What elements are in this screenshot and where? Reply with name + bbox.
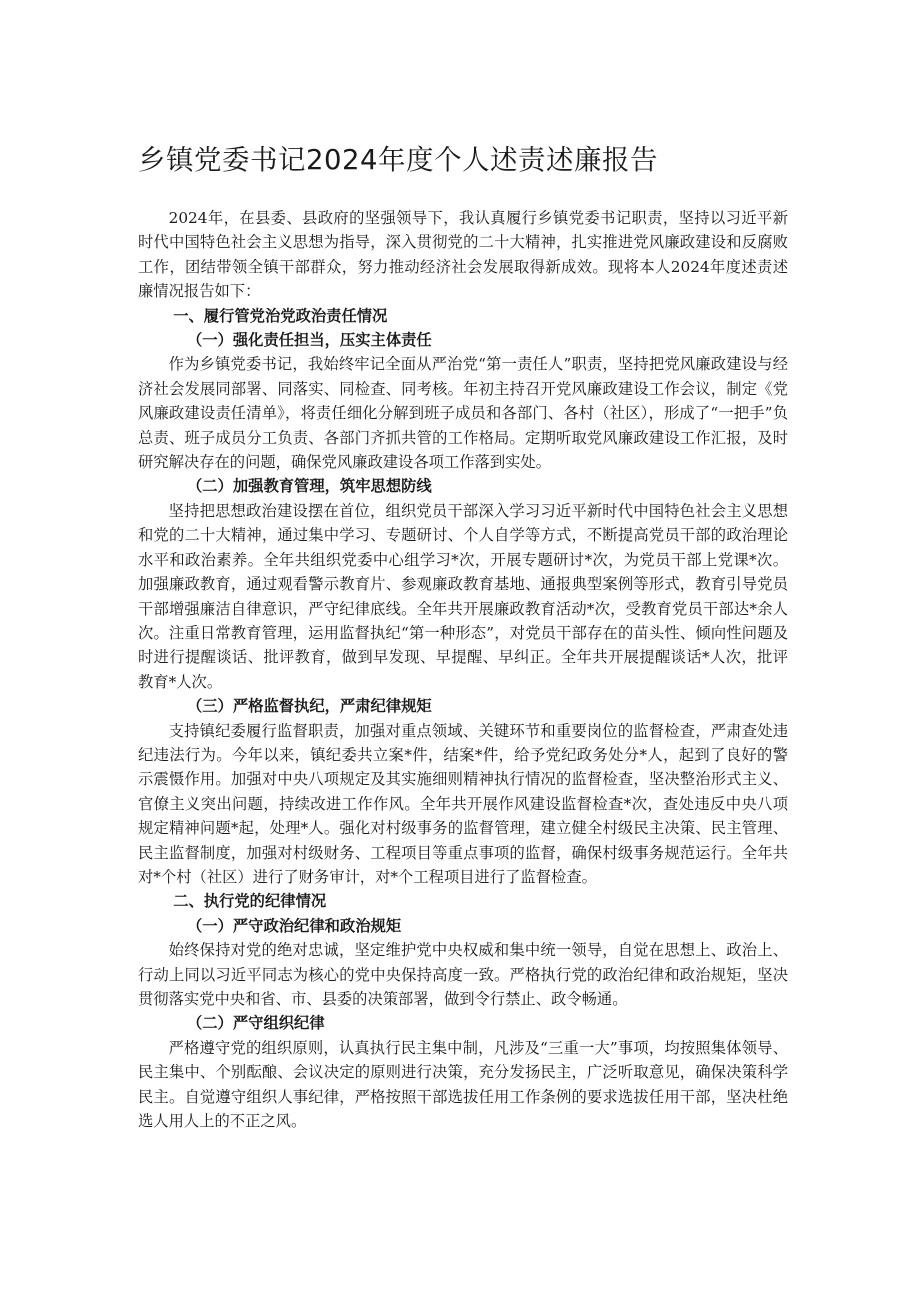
section-heading: 二、执行党的纪律情况	[173, 892, 327, 911]
document-title: 乡镇党委书记2024年度个人述责述廉报告	[138, 144, 658, 176]
subsection-heading: （一）强化责任担当，压实主体责任	[186, 331, 432, 350]
subsection-heading: （二）加强教育管理，筑牢思想防线	[186, 477, 432, 496]
document-page	[138, 140, 788, 1133]
subsection-heading: （三）严格监督执纪，严肃纪律规矩	[186, 697, 432, 716]
body-paragraph: 支持镇纪委履行监督职责，加强对重点领域、关键环节和重要岗位的监督检查，严肃查处违纪违法行为。今年以来，镇纪委共立案*件，结案*件，给予党纪政务处分*人，起到了良好的警示震慑作用。加强对中央八项规定及其实施细则精神执行情况的监督检查，坚决整治形式主义、官僚主义突出问题，持续改进工作作风。全年共开展作风建设监督检查*次，查处违反中央八项规定精神问题*起，处理*人。强化对村级事务的监督管理，建立健全村级民主决策、民主管理、民主监督制度，加强对村级财务、工程项目等重点事项的监督，确保村级事务规范运行。全年共对*个村（社区）进行了财务审计，对*个工程项目进行了监督检查。	[138, 721, 788, 886]
body-paragraph: 作为乡镇党委书记，我始终牢记全面从严治党“第一责任人”职责，坚持把党风廉政建设与经济社会发展同部署、同落实、同检查、同考核。年初主持召开党风廉政建设工作会议，制定《党风廉政建设责任清单》，将责任细化分解到班子成员和各部门、各村（社区），形成了“一把手”负总责、班子成员分工负责、各部门齐抓共管的工作格局。定期听取党风廉政建设工作汇报，及时研究解决存在的问题，确保党风廉政建设各项工作落到实处。	[138, 355, 788, 472]
section-heading: 一、履行管党治党政治责任情况	[173, 306, 388, 325]
body-paragraph: 严格遵守党的组织原则，认真执行民主集中制，凡涉及“三重一大”事项，均按照集体领导、民主集中、个别酝酿、会议决定的原则进行决策，充分发扬民主，广泛听取意见，确保决策科学民主。自觉遵守组织人事纪律，严格按照干部选拔任用工作条例的要求选拔任用干部，坚决杜绝选人用人上的不正之风。	[138, 1038, 788, 1131]
body-paragraph: 坚持把思想政治建设摆在首位，组织党员干部深入学习习近平新时代中国特色社会主义思想和党的二十大精神，通过集中学习、专题研讨、个人自学等方式，不断提高党员干部的政治理论水平和政治素养。全年共组织党委中心组学习*次，开展专题研讨*次，为党员干部上党课*次。加强廉政教育，通过观看警示教育片、参观廉政教育基地、通报典型案例等形式，教育引导党员干部增强廉洁自律意识，严守纪律底线。全年共开展廉政教育活动*次，受教育党员干部达*余人次。注重日常教育管理，运用监督执纪“第一种形态”，对党员干部存在的苗头性、倾向性问题及时进行提醒谈话、批评教育，做到早发现、早提醒、早纠正。全年共开展提醒谈话*人次，批评教育*人次。	[138, 501, 788, 691]
subsection-heading: （一）严守政治纪律和政治规矩	[186, 916, 402, 935]
body-paragraph: 始终保持对党的绝对忠诚，坚定维护党中央权威和集中统一领导，自觉在思想上、政治上、行动上同以习近平同志为核心的党中央保持高度一致。严格执行党的政治纪律和政治规矩，坚决贯彻落实党中央和省、市、县委的决策部署，做到令行禁止、政令畅通。	[138, 941, 788, 1008]
intro-paragraph: 2024年，在县委、县政府的坚强领导下，我认真履行乡镇党委书记职责，坚持以习近平新时代中国特色社会主义思想为指导，深入贯彻党的二十大精神，扎实推进党风廉政建设和反腐败工作，团结带领全镇干部群众，努力推动经济社会发展取得新成效。现将本人2024年度述责述廉情况报告如下：	[138, 209, 788, 301]
subsection-heading: （二）严守组织纪律	[186, 1014, 325, 1033]
